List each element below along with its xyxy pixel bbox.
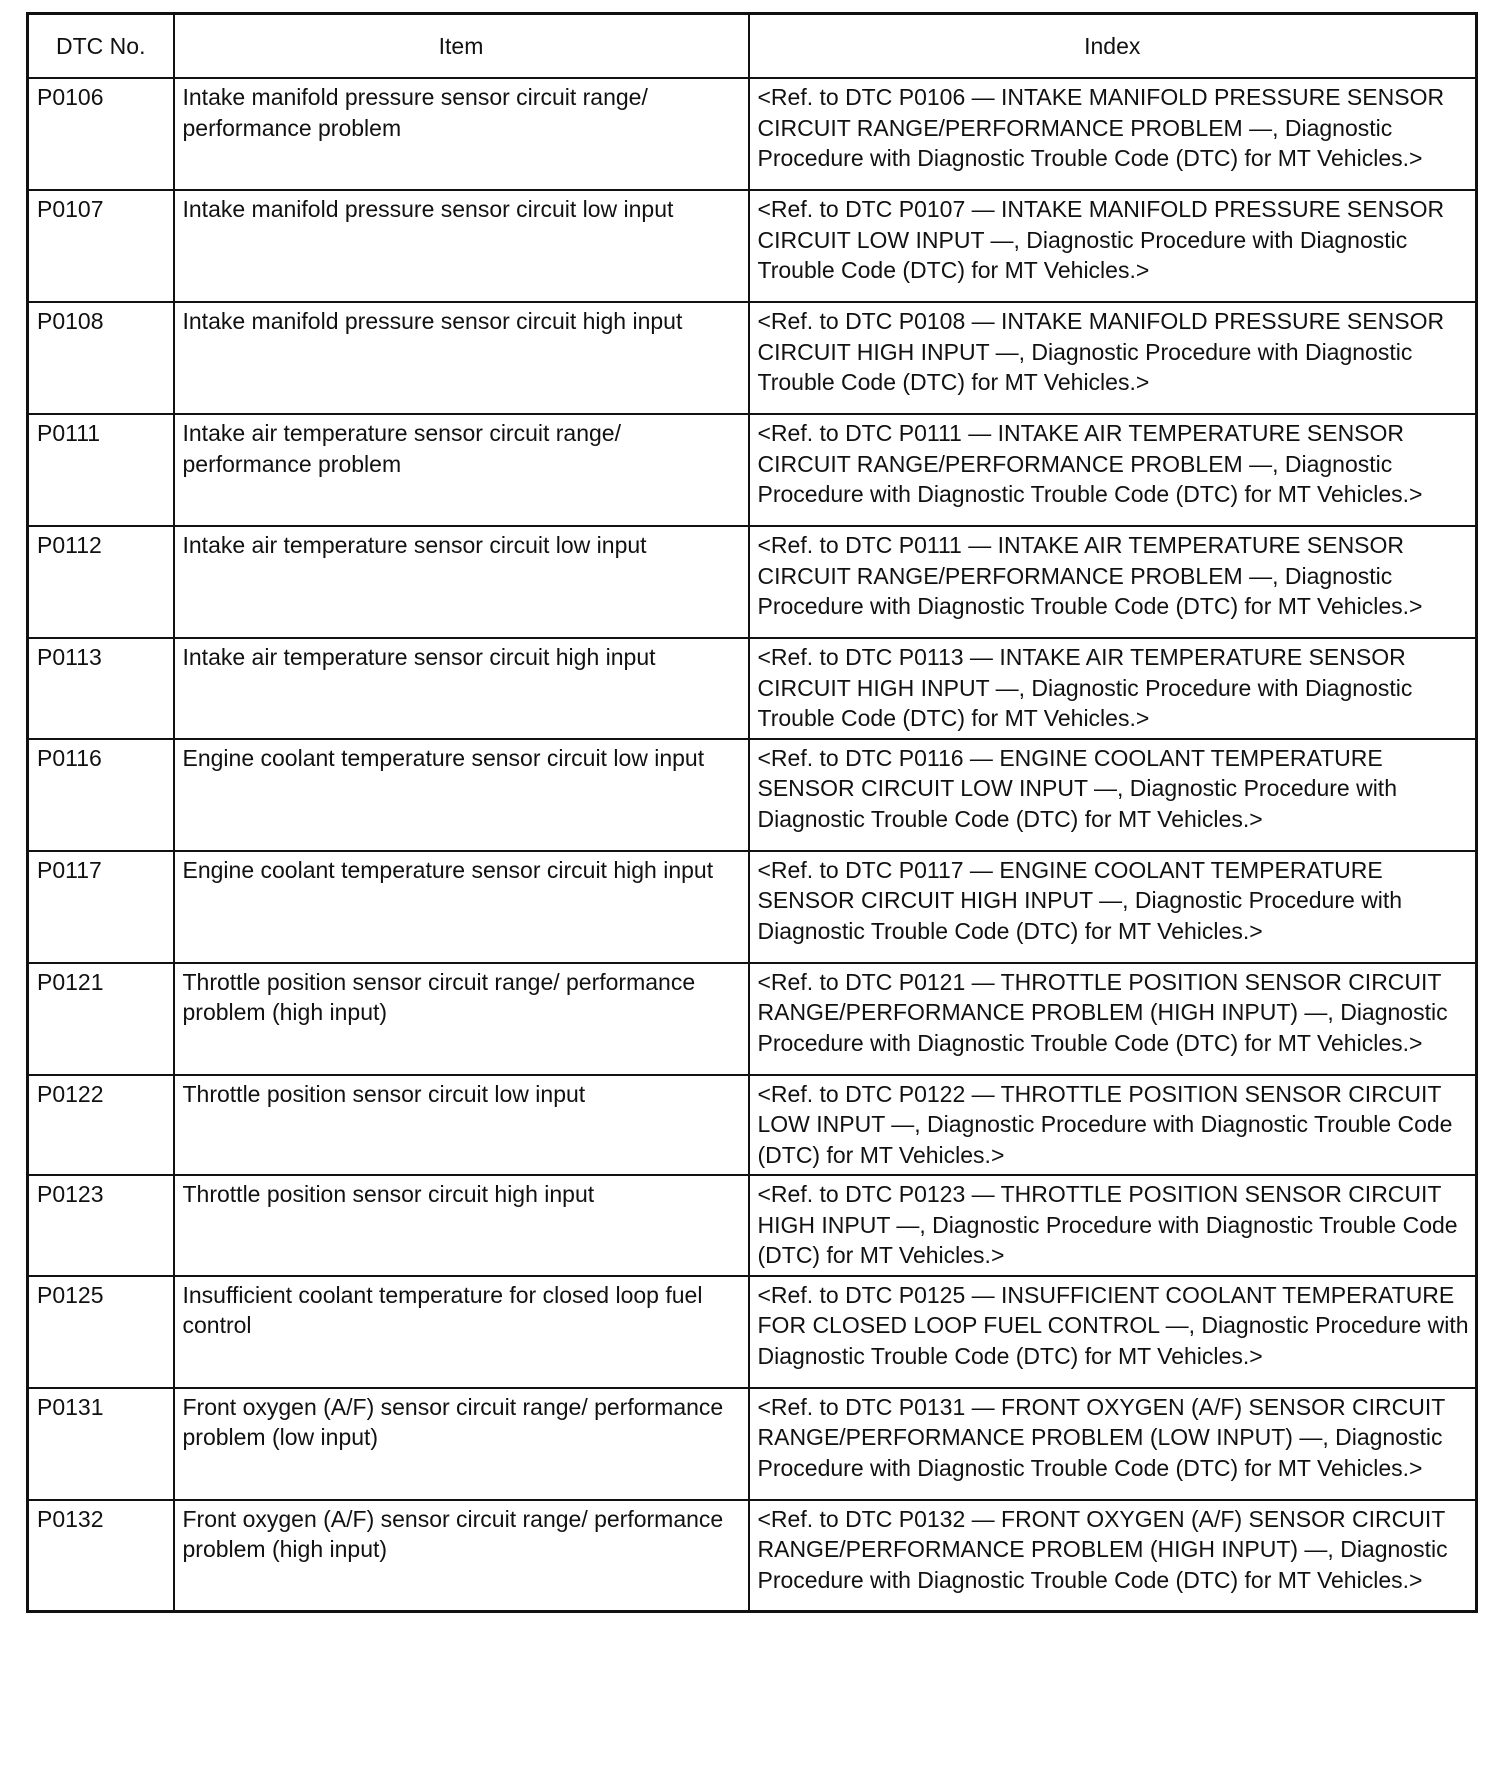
header-item: Item [174, 14, 749, 79]
table-row [28, 78, 1477, 190]
table-row [28, 1388, 1477, 1500]
index-reference-cell: <Ref. to DTC P0108 — INTAKE MANIFOLD PRESSURE SENSOR CIRCUIT HIGH INPUT —, Diagnostic Procedure with Diagnostic Trouble Code (DTC) for MT Vehicles.> [749, 302, 1477, 414]
dtc-code-cell: P0117 [28, 851, 174, 963]
dtc-code-cell: P0116 [28, 739, 174, 851]
item-description-cell: Throttle position sensor circuit high input [174, 1175, 749, 1276]
table-row [28, 851, 1477, 963]
dtc-code-cell: P0122 [28, 1075, 174, 1176]
dtc-code-cell: P0121 [28, 963, 174, 1075]
index-reference-cell: <Ref. to DTC P0107 — INTAKE MANIFOLD PRESSURE SENSOR CIRCUIT LOW INPUT —, Diagnostic Procedure with Diagnostic Trouble Code (DTC) for MT Vehicles.> [749, 190, 1477, 302]
table-row [28, 414, 1477, 526]
index-reference-cell: <Ref. to DTC P0132 — FRONT OXYGEN (A/F) SENSOR CIRCUIT RANGE/PERFORMANCE PROBLEM (HIGH INPUT) —, Diagnostic Procedure with Diagnostic Trouble Code (DTC) for MT Vehicles.> [749, 1500, 1477, 1612]
index-reference-cell: <Ref. to DTC P0111 — INTAKE AIR TEMPERATURE SENSOR CIRCUIT RANGE/PERFORMANCE PROBLEM —, Diagnostic Procedure with Diagnostic Trouble Code (DTC) for MT Vehicles.> [749, 526, 1477, 638]
header-row [28, 14, 1477, 79]
table-row [28, 1276, 1477, 1388]
table-row [28, 1175, 1477, 1276]
dtc-code-cell: P0111 [28, 414, 174, 526]
table-header [28, 14, 1477, 79]
dtc-table [26, 12, 1478, 1613]
index-reference-cell: <Ref. to DTC P0122 — THROTTLE POSITION SENSOR CIRCUIT LOW INPUT —, Diagnostic Procedure with Diagnostic Trouble Code (DTC) for MT Vehicles.> [749, 1075, 1477, 1176]
item-description-cell: Engine coolant temperature sensor circuit low input [174, 739, 749, 851]
item-description-cell: Front oxygen (A/F) sensor circuit range/ performance problem (low input) [174, 1388, 749, 1500]
index-reference-cell: <Ref. to DTC P0121 — THROTTLE POSITION SENSOR CIRCUIT RANGE/PERFORMANCE PROBLEM (HIGH INPUT) —, Diagnostic Procedure with Diagnostic Trouble Code (DTC) for MT Vehicles.> [749, 963, 1477, 1075]
table-row [28, 190, 1477, 302]
item-description-cell: Intake manifold pressure sensor circuit high input [174, 302, 749, 414]
header-dtc-no: DTC No. [28, 14, 174, 79]
table-row [28, 1500, 1477, 1612]
dtc-code-cell: P0123 [28, 1175, 174, 1276]
dtc-code-cell: P0132 [28, 1500, 174, 1612]
item-description-cell: Intake air temperature sensor circuit range/ performance problem [174, 414, 749, 526]
index-reference-cell: <Ref. to DTC P0117 — ENGINE COOLANT TEMPERATURE SENSOR CIRCUIT HIGH INPUT —, Diagnostic Procedure with Diagnostic Trouble Code (DTC) for MT Vehicles.> [749, 851, 1477, 963]
index-reference-cell: <Ref. to DTC P0113 — INTAKE AIR TEMPERATURE SENSOR CIRCUIT HIGH INPUT —, Diagnostic Procedure with Diagnostic Trouble Code (DTC) for MT Vehicles.> [749, 638, 1477, 739]
table-row [28, 963, 1477, 1075]
item-description-cell: Intake manifold pressure sensor circuit low input [174, 190, 749, 302]
item-description-cell: Engine coolant temperature sensor circuit high input [174, 851, 749, 963]
index-reference-cell: <Ref. to DTC P0116 — ENGINE COOLANT TEMPERATURE SENSOR CIRCUIT LOW INPUT —, Diagnostic Procedure with Diagnostic Trouble Code (DTC) for MT Vehicles.> [749, 739, 1477, 851]
dtc-code-cell: P0113 [28, 638, 174, 739]
index-reference-cell: <Ref. to DTC P0125 — INSUFFICIENT COOLANT TEMPERATURE FOR CLOSED LOOP FUEL CONTROL —, Diagnostic Procedure with Diagnostic Trouble Code (DTC) for MT Vehicles.> [749, 1276, 1477, 1388]
dtc-code-cell: P0112 [28, 526, 174, 638]
item-description-cell: Throttle position sensor circuit range/ performance problem (high input) [174, 963, 749, 1075]
item-description-cell: Insufficient coolant temperature for closed loop fuel control [174, 1276, 749, 1388]
item-description-cell: Throttle position sensor circuit low input [174, 1075, 749, 1176]
index-reference-cell: <Ref. to DTC P0123 — THROTTLE POSITION SENSOR CIRCUIT HIGH INPUT —, Diagnostic Procedure with Diagnostic Trouble Code (DTC) for MT Vehicles.> [749, 1175, 1477, 1276]
table-row [28, 302, 1477, 414]
header-index: Index [749, 14, 1477, 79]
dtc-code-cell: P0107 [28, 190, 174, 302]
table-body [28, 78, 1477, 1612]
dtc-code-cell: P0131 [28, 1388, 174, 1500]
item-description-cell: Front oxygen (A/F) sensor circuit range/ performance problem (high input) [174, 1500, 749, 1612]
item-description-cell: Intake manifold pressure sensor circuit range/ performance problem [174, 78, 749, 190]
table-row [28, 526, 1477, 638]
item-description-cell: Intake air temperature sensor circuit low input [174, 526, 749, 638]
table-row [28, 739, 1477, 851]
table-row [28, 1075, 1477, 1176]
dtc-code-cell: P0125 [28, 1276, 174, 1388]
index-reference-cell: <Ref. to DTC P0106 — INTAKE MANIFOLD PRESSURE SENSOR CIRCUIT RANGE/PERFORMANCE PROBLEM —, Diagnostic Procedure with Diagnostic Trouble Code (DTC) for MT Vehicles.> [749, 78, 1477, 190]
index-reference-cell: <Ref. to DTC P0111 — INTAKE AIR TEMPERATURE SENSOR CIRCUIT RANGE/PERFORMANCE PROBLEM —, Diagnostic Procedure with Diagnostic Trouble Code (DTC) for MT Vehicles.> [749, 414, 1477, 526]
dtc-code-cell: P0106 [28, 78, 174, 190]
index-reference-cell: <Ref. to DTC P0131 — FRONT OXYGEN (A/F) SENSOR CIRCUIT RANGE/PERFORMANCE PROBLEM (LOW INPUT) —, Diagnostic Procedure with Diagnostic Trouble Code (DTC) for MT Vehicles.> [749, 1388, 1477, 1500]
dtc-code-cell: P0108 [28, 302, 174, 414]
table-row [28, 638, 1477, 739]
item-description-cell: Intake air temperature sensor circuit high input [174, 638, 749, 739]
